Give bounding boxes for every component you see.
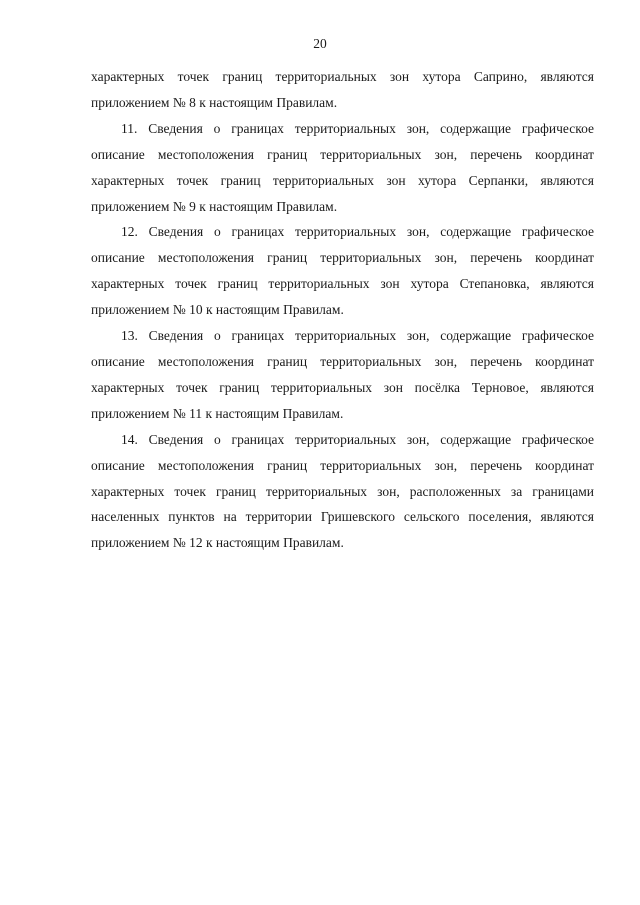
paragraph-item-13: 13. Сведения о границах территориальных зон, содержащие графическое описание местоположения границ территориальных зон, перечень координат характерных точек границ территориальных зон посёлка Терновое, являются приложением № 11 к настоящим Правилам. [91,328,594,421]
paragraph-item-14: 14. Сведения о границах территориальных зон, содержащие графическое описание местоположения границ территориальных зон, перечень координат характерных точек границ территориальных зон, расположенных за границами населенных пунктов на территории Гришевского сельского поселения, являются приложением № 12 к настоящим Правилам. [91,431,594,551]
paragraph-continuation: характерных точек границ территориальных зон хутора Саприно, являются приложением № 8 к настоящим Правилам. [91,69,594,110]
paragraph-item-12: 12. Сведения о границах территориальных зон, содержащие графическое описание местоположения границ территориальных зон, перечень координат характерных точек границ территориальных зон хутора Степановка, являются приложением № 10 к настоящим Правилам. [91,224,594,318]
document-body [91,64,594,556]
paragraph-item-11: 11. Сведения о границах территориальных зон, содержащие графическое описание местоположения границ территориальных зон, перечень координат характерных точек границ территориальных зон хутора Серпанки, являются приложением № 9 к настоящим Правилам. [91,120,594,214]
page-number: 20 [313,36,327,51]
